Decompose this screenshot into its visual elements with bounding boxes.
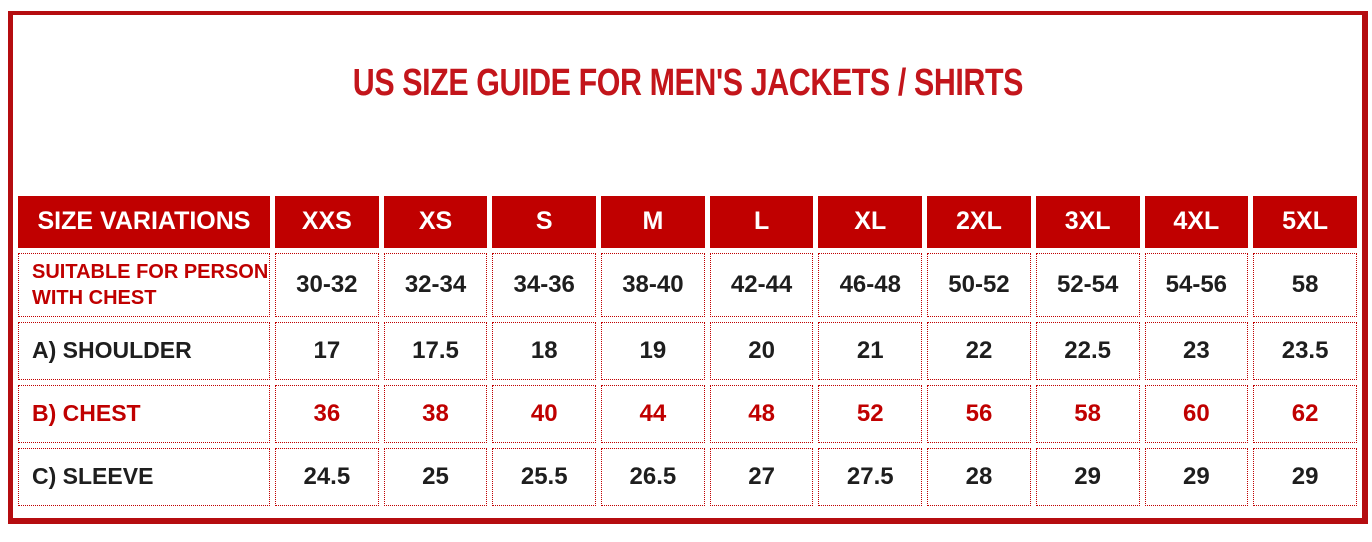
value-cell-b-chest-5xl: 62: [1253, 385, 1357, 443]
table-body: [18, 253, 1357, 506]
value-cell-b-chest-l: 48: [710, 385, 814, 443]
row-label-a-shoulder: A) SHOULDER: [18, 322, 270, 380]
value-cell-c-sleeve-s: 25.5: [492, 448, 596, 506]
value-cell-c-sleeve-l: 27: [710, 448, 814, 506]
value-cell-a-shoulder-s: 18: [492, 322, 596, 380]
table-row-suitable-for-person-with-chest: [18, 253, 1357, 317]
value-cell-b-chest-2xl: 56: [927, 385, 1031, 443]
title-area: [13, 62, 1362, 105]
value-cell-a-shoulder-4xl: 23: [1145, 322, 1249, 380]
value-cell-b-chest-xl: 52: [818, 385, 922, 443]
value-cell-c-sleeve-xs: 25: [384, 448, 488, 506]
value-cell-a-shoulder-xs: 17.5: [384, 322, 488, 380]
value-cell-a-shoulder-xl: 21: [818, 322, 922, 380]
value-cell-b-chest-xs: 38: [384, 385, 488, 443]
header-cell-3xl: 3XL: [1036, 196, 1140, 248]
table-header-row: [18, 196, 1357, 248]
header-cell-m: M: [601, 196, 705, 248]
row-label-b-chest: B) CHEST: [18, 385, 270, 443]
header-cell-4xl: 4XL: [1145, 196, 1249, 248]
value-cell-c-sleeve-2xl: 28: [927, 448, 1031, 506]
row-label-c-sleeve: C) SLEEVE: [18, 448, 270, 506]
page-frame: [8, 11, 1368, 524]
value-cell-suitable-for-person-with-chest-3xl: 52-54: [1036, 253, 1140, 317]
value-cell-b-chest-m: 44: [601, 385, 705, 443]
value-cell-b-chest-3xl: 58: [1036, 385, 1140, 443]
value-cell-a-shoulder-5xl: 23.5: [1253, 322, 1357, 380]
value-cell-c-sleeve-4xl: 29: [1145, 448, 1249, 506]
value-cell-c-sleeve-m: 26.5: [601, 448, 705, 506]
value-cell-b-chest-s: 40: [492, 385, 596, 443]
value-cell-a-shoulder-m: 19: [601, 322, 705, 380]
page-title: US SIZE GUIDE FOR MEN'S JACKETS / SHIRTS: [352, 62, 1023, 104]
value-cell-suitable-for-person-with-chest-5xl: 58: [1253, 253, 1357, 317]
header-cell-xl: XL: [818, 196, 922, 248]
value-cell-a-shoulder-3xl: 22.5: [1036, 322, 1140, 380]
value-cell-suitable-for-person-with-chest-2xl: 50-52: [927, 253, 1031, 317]
table-row-b-chest: [18, 385, 1357, 443]
value-cell-suitable-for-person-with-chest-s: 34-36: [492, 253, 596, 317]
row-label-suitable-for-person-with-chest: SUITABLE FOR PERSON WITH CHEST: [18, 253, 270, 317]
header-cell-2xl: 2XL: [927, 196, 1031, 248]
value-cell-suitable-for-person-with-chest-xs: 32-34: [384, 253, 488, 317]
value-cell-b-chest-4xl: 60: [1145, 385, 1249, 443]
header-cell-l: L: [710, 196, 814, 248]
table-row-c-sleeve: [18, 448, 1357, 506]
value-cell-c-sleeve-5xl: 29: [1253, 448, 1357, 506]
value-cell-suitable-for-person-with-chest-4xl: 54-56: [1145, 253, 1249, 317]
value-cell-c-sleeve-xl: 27.5: [818, 448, 922, 506]
value-cell-suitable-for-person-with-chest-xxs: 30-32: [275, 253, 379, 317]
value-cell-c-sleeve-3xl: 29: [1036, 448, 1140, 506]
value-cell-a-shoulder-2xl: 22: [927, 322, 1031, 380]
header-cell-5xl: 5XL: [1253, 196, 1357, 248]
value-cell-a-shoulder-l: 20: [710, 322, 814, 380]
header-cell-size-variations: SIZE VARIATIONS: [18, 196, 270, 248]
table-row-a-shoulder: [18, 322, 1357, 380]
header-cell-xs: XS: [384, 196, 488, 248]
value-cell-suitable-for-person-with-chest-m: 38-40: [601, 253, 705, 317]
value-cell-c-sleeve-xxs: 24.5: [275, 448, 379, 506]
value-cell-b-chest-xxs: 36: [275, 385, 379, 443]
size-table: [13, 191, 1362, 511]
header-cell-xxs: XXS: [275, 196, 379, 248]
value-cell-suitable-for-person-with-chest-xl: 46-48: [818, 253, 922, 317]
value-cell-a-shoulder-xxs: 17: [275, 322, 379, 380]
value-cell-suitable-for-person-with-chest-l: 42-44: [710, 253, 814, 317]
header-cell-s: S: [492, 196, 596, 248]
